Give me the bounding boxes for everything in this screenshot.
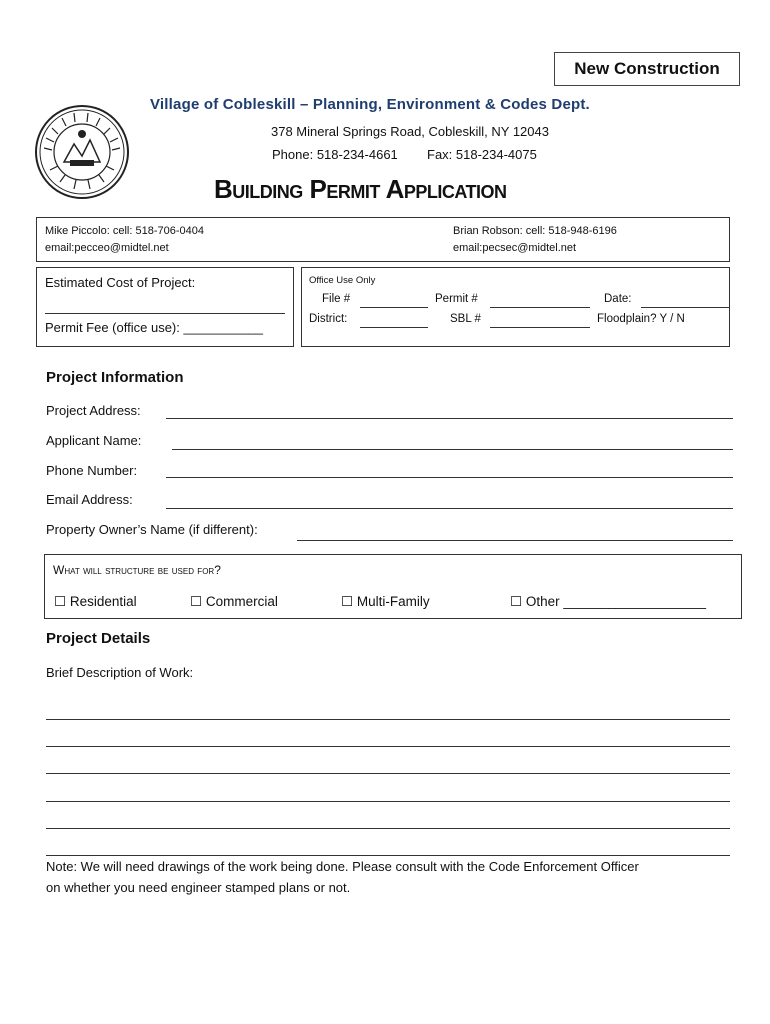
note-line-1: Note: We will need drawings of the work being done. Please consult with the Code Enforcement Officer: [46, 859, 639, 874]
work-description-label: Brief Description of Work:: [46, 665, 194, 680]
office-use-box: [301, 267, 730, 347]
cost-box: [36, 267, 294, 347]
work-description-line[interactable]: [46, 719, 730, 720]
office-use-heading: Office Use Only: [309, 275, 376, 286]
project-information-heading: Project Information: [46, 369, 184, 386]
other-checkbox[interactable]: ☐ Other ___________________: [510, 594, 707, 609]
applicant-name-field[interactable]: [172, 449, 733, 450]
permit-number-label: Permit #: [435, 293, 478, 305]
email-address-field[interactable]: [166, 508, 733, 509]
structure-use-question: What will structure be used for?: [53, 563, 221, 577]
village-seal-logo: [34, 104, 130, 200]
property-owner-field[interactable]: [297, 540, 733, 541]
contact-piccolo-phone: Mike Piccolo: cell: 518-706-0404: [45, 225, 204, 237]
project-details-heading: Project Details: [46, 630, 151, 647]
estimated-cost-label: Estimated Cost of Project:: [45, 275, 196, 290]
work-description-line[interactable]: [46, 801, 730, 802]
district-field[interactable]: [360, 327, 428, 328]
work-description-line[interactable]: [46, 773, 730, 774]
date-field[interactable]: [641, 307, 729, 308]
department-name: Village of Cobleskill – Planning, Environment & Codes Dept.: [150, 96, 590, 113]
email-address-label: Email Address:: [46, 492, 133, 507]
structure-use-box: [44, 554, 742, 619]
department-phone: Phone: 518-234-4661: [272, 147, 398, 162]
contact-piccolo-email: email:pecceo@midtel.net: [45, 242, 169, 254]
permit-fee-label: Permit Fee (office use): ___________: [45, 320, 264, 335]
estimated-cost-field[interactable]: [45, 313, 285, 314]
date-label: Date:: [604, 293, 632, 305]
project-address-field[interactable]: [166, 418, 733, 419]
new-construction-badge: New Construction: [554, 52, 740, 86]
multi-family-checkbox[interactable]: ☐ Multi-Family: [341, 594, 430, 609]
contacts-box: [36, 217, 730, 262]
permit-number-field[interactable]: [490, 307, 590, 308]
phone-number-field[interactable]: [166, 477, 733, 478]
work-description-line[interactable]: [46, 746, 730, 747]
sbl-number-field[interactable]: [490, 327, 590, 328]
contact-robson-phone: Brian Robson: cell: 518-948-6196: [453, 225, 617, 237]
residential-checkbox[interactable]: ☐ Residential: [54, 594, 137, 609]
file-number-label: File #: [322, 293, 351, 305]
applicant-name-label: Applicant Name:: [46, 433, 142, 448]
form-title: Building Permit Application: [214, 174, 507, 204]
work-description-line[interactable]: [46, 828, 730, 829]
project-address-label: Project Address:: [46, 403, 141, 418]
department-address: 378 Mineral Springs Road, Cobleskill, NY 12043: [271, 124, 549, 139]
file-number-field[interactable]: [360, 307, 428, 308]
floodplain-label: Floodplain? Y / N: [597, 313, 685, 325]
department-fax: Fax: 518-234-4075: [427, 147, 537, 162]
note-line-2: on whether you need engineer stamped plans or not.: [46, 880, 351, 895]
commercial-checkbox[interactable]: ☐ Commercial: [190, 594, 278, 609]
property-owner-label: Property Owner’s Name (if different):: [46, 522, 258, 537]
district-label: District:: [309, 313, 348, 325]
work-description-line[interactable]: [46, 855, 730, 856]
phone-number-label: Phone Number:: [46, 463, 138, 478]
contact-robson-email: email:pecsec@midtel.net: [453, 242, 577, 254]
sbl-number-label: SBL #: [450, 313, 481, 325]
